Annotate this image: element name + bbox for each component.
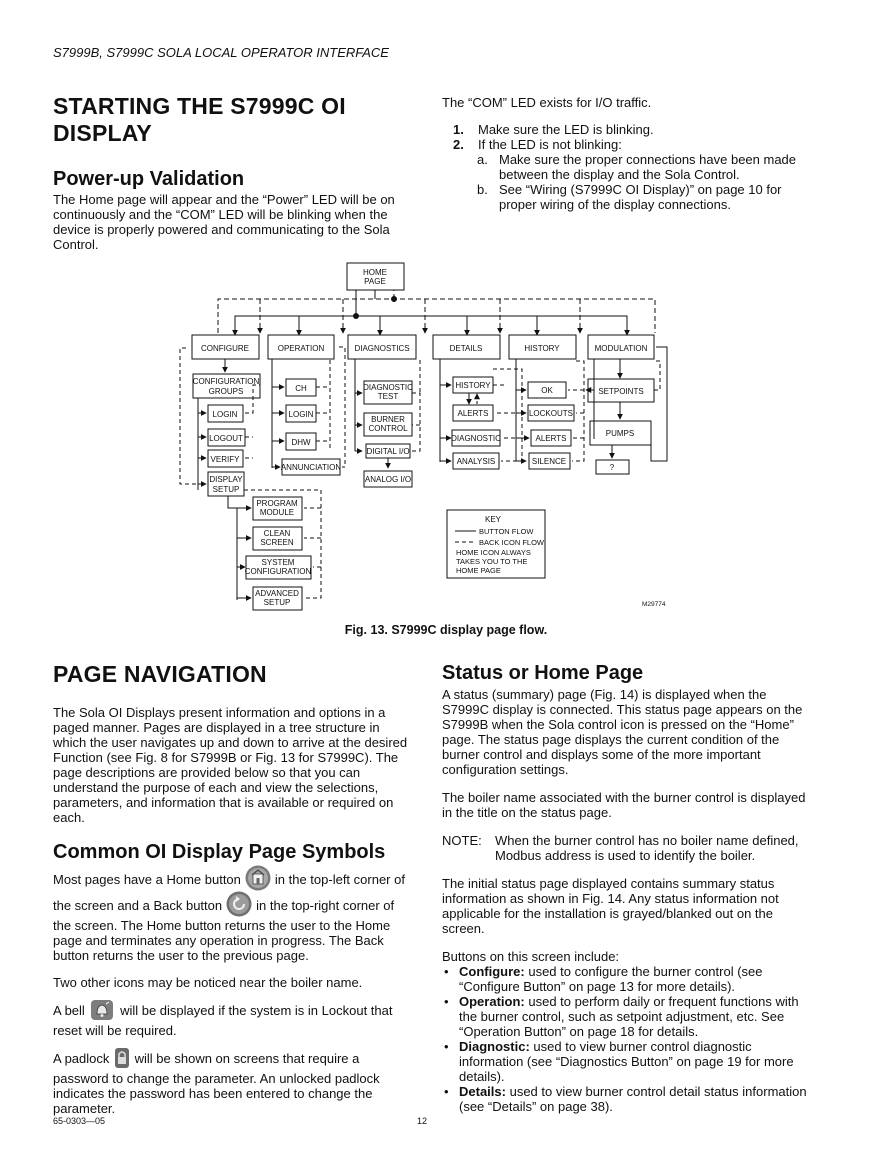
label-setpoints: SETPOINTS [598, 387, 644, 396]
substep-item: b. See “Wiring (S7999C OI Display)” on page 10 for proper wiring of the display connections. [477, 182, 782, 212]
section-title-navigation: PAGE NAVIGATION [53, 661, 267, 687]
figure-caption: Fig. 13. S7999C display page flow. [344, 623, 548, 637]
label-burner: BURNER [371, 415, 405, 424]
buttons-list [442, 964, 807, 1114]
label-diagnostic: DIAGNOSTIC [363, 383, 413, 392]
label-annunciation: ANNUNCIATION [280, 463, 342, 472]
status-text [442, 687, 807, 1114]
label-test: TEST [377, 392, 399, 401]
label-key-home-2: TAKES YOU TO THE [456, 557, 528, 566]
list-item: • Operation: used to perform daily or frequent functions with the burner control, such as setpoint adjustment, etc. See “Operation Button” on page 18 for details. [442, 994, 807, 1039]
status-paragraph-2: The boiler name associated with the burner control is displayed in the title on the status page. [442, 790, 806, 820]
label-home-line1: HOME [363, 268, 387, 277]
label-analog-io: ANALOG I/O [364, 475, 412, 484]
label-control: CONTROL [368, 424, 408, 433]
power-up-paragraph: The Home page will appear and the “Power” LED will be on continuously and the “COM” LED will be blinking when the device is properly powered and communicating to the Sola Control. [53, 192, 395, 252]
label-pumps: PUMPS [605, 429, 635, 438]
label-diagnostic-detail: DIAGNOSTIC [451, 434, 501, 443]
label-modulation: MODULATION [594, 344, 648, 353]
label-clean: CLEAN [263, 529, 291, 538]
label-setup: SETUP [212, 485, 240, 494]
padlock-icon [115, 1048, 129, 1071]
step-item: 2. If the LED is not blinking: [453, 137, 622, 152]
label-key-title: KEY [484, 515, 502, 524]
label-digital-io: DIGITAL I/O [366, 447, 410, 456]
heading-status: Status or Home Page [442, 662, 644, 684]
label-ch: CH [295, 384, 307, 393]
back-button-line: the screen and a Back button in the top-right corner of [53, 892, 415, 918]
label-program: PROGRAM [256, 499, 298, 508]
label-screen: SCREEN [260, 538, 294, 547]
heading-symbols: Common OI Display Page Symbols [53, 841, 386, 863]
label-figure-code: M29774 [642, 601, 666, 608]
buttons-intro: Buttons on this screen include: [442, 949, 620, 964]
substep-item: a. Make sure the proper connections have been made between the display and the Sola Control. [477, 152, 797, 182]
label-silence: SILENCE [531, 457, 567, 466]
back-icon [226, 891, 252, 920]
label-configuration-sys: CONFIGURATION [244, 567, 312, 576]
label-question: ? [609, 463, 615, 472]
running-header: S7999B, S7999C SOLA LOCAL OPERATOR INTERFACE [53, 45, 389, 60]
label-display: DISPLAY [209, 475, 243, 484]
label-module: MODULE [259, 508, 295, 517]
two-icons-paragraph: Two other icons may be noticed near the boiler name. [53, 975, 363, 990]
back-rest-paragraph: the screen. The Home button returns the user to the Home page and terminates any operation in progress. The Back button returns the user to the previous page. [53, 918, 391, 963]
label-advanced: ADVANCED [255, 589, 299, 598]
label-login-cfg: LOGIN [212, 410, 238, 419]
step-item: 1. Make sure the LED is blinking. [453, 122, 654, 137]
home-icon [245, 865, 271, 894]
label-login-op: LOGIN [288, 410, 314, 419]
label-key-back-flow: BACK ICON FLOW [479, 538, 545, 547]
label-alerts-detail: ALERTS [457, 409, 489, 418]
navigation-paragraph: The Sola OI Displays present information and options in a paged manner. Pages are displayed in a tree structure in which the user navigates up and down to arrive at the desired Function (see Fig. 8 for S7999B or Fig. 13 for S7999C). The page descriptions are provided below so that you can understand the purpose of each and view the selections, parameters, and information that is available or required on each. [53, 705, 408, 825]
label-alerts-history: ALERTS [535, 434, 567, 443]
label-ok: OK [541, 386, 553, 395]
home-button-line: Most pages have a Home button in the top-left corner of [53, 866, 415, 892]
list-item: • Configure: used to configure the burner control (see “Configure Button” on page 13 for more details). [442, 964, 807, 994]
list-item: • Details: used to view burner control detail status information (see “Details” on page 38). [442, 1084, 807, 1114]
label-key-button-flow: BUTTON FLOW [479, 527, 534, 536]
padlock-paragraph: A padlock will be shown on screens that require a password to change the parameter. An unlocked padlock indicates the password has been entered to change the parameter. [53, 1048, 415, 1116]
label-verify: VERIFY [210, 455, 240, 464]
list-item: • Diagnostic: used to view burner control diagnostic information (see “Diagnostics Button” on page 19 for more details). [442, 1039, 807, 1084]
label-diagnostics: DIAGNOSTICS [354, 344, 410, 353]
com-intro: The “COM” LED exists for I/O traffic. [442, 95, 652, 110]
bell-paragraph: A bell will be displayed if the system is in Lockout that reset will be required. [53, 1000, 415, 1038]
label-history: HISTORY [524, 344, 560, 353]
label-setup-adv: SETUP [263, 598, 291, 607]
label-lockouts: LOCKOUTS [528, 409, 574, 418]
label-key-home-3: HOME PAGE [456, 566, 501, 575]
label-home-line2: PAGE [364, 277, 386, 286]
title-line-2: DISPLAY [53, 120, 152, 146]
label-dhw: DHW [291, 438, 311, 447]
label-operation: OPERATION [277, 344, 325, 353]
note [442, 833, 807, 863]
status-paragraph-1: A status (summary) page (Fig. 14) is displayed when the S7999C display is connected. This status page appears on the S7999B when the Sola control icon is pressed on the “Home” page. The status page displays the current condition of the burner control and displays some of the more important configuration settings. [442, 687, 803, 777]
note-text: When the burner control has no boiler name defined, Modbus address is used to identify the boiler. [495, 833, 799, 863]
footer-page-number: 12 [417, 1116, 428, 1126]
label-key-home-1: HOME ICON ALWAYS [456, 548, 531, 557]
label-configure: CONFIGURE [201, 344, 249, 353]
heading-power-up: Power-up Validation [53, 168, 245, 190]
status-paragraph-3: The initial status page displayed contains summary status information as shown in Fig. 14. Any status information not applicable for the installation is grayed/blanked out on the screen. [442, 876, 779, 936]
label-logout: LOGOUT [209, 434, 243, 443]
bell-icon [91, 1000, 113, 1023]
footer-doc-number: 65-0303—05 [53, 1116, 106, 1126]
label-system: SYSTEM [261, 558, 295, 567]
symbols-text [53, 866, 415, 1116]
label-configuration: CONFIGURATION [192, 377, 260, 386]
note-label: NOTE: [442, 833, 482, 848]
label-details: DETAILS [449, 344, 483, 353]
label-history-detail: HISTORY [455, 381, 491, 390]
title-line-1: STARTING THE S7999C OI [53, 93, 346, 119]
label-groups: GROUPS [208, 387, 244, 396]
label-analysis: ANALYSIS [456, 457, 496, 466]
